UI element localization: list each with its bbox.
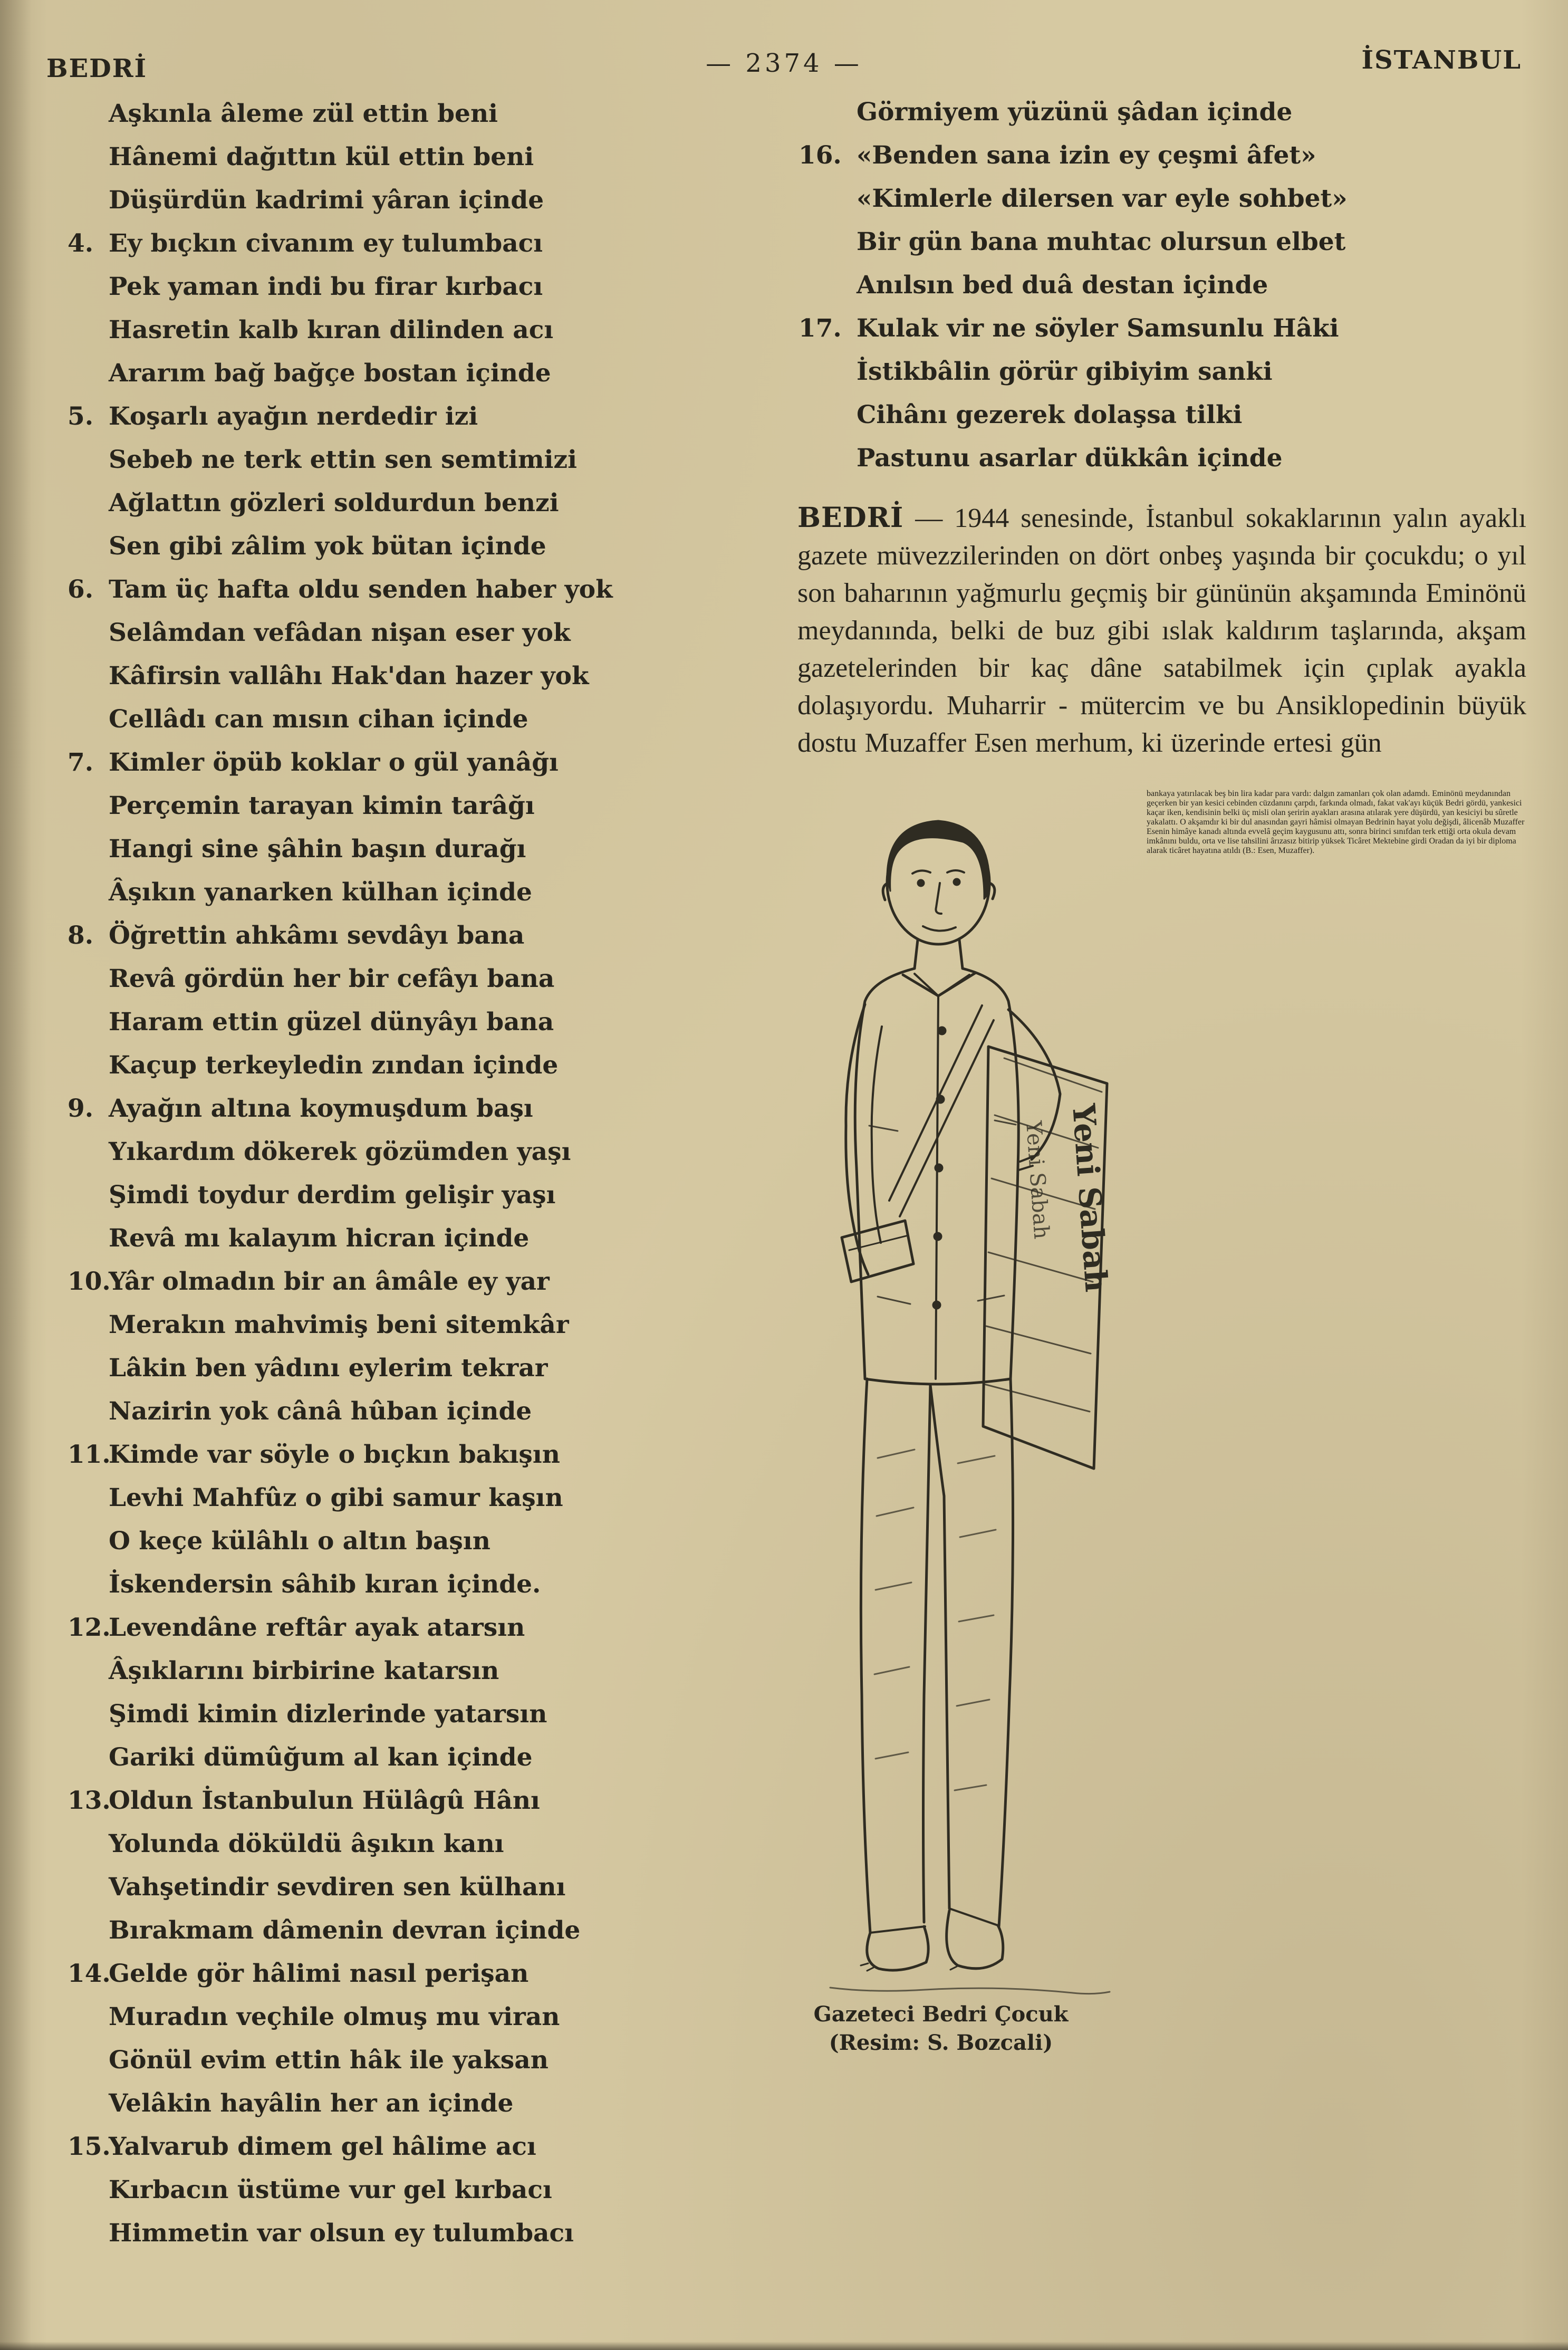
poem-line: Selâmdan vefâdan nişan eser yok <box>109 618 571 647</box>
poem-line: Tam üç hafta oldu senden haber yok <box>109 575 613 604</box>
stanza-number: 6. <box>68 575 94 604</box>
scan-edge-bottom <box>0 2342 1568 2350</box>
poem-line: Ey bıçkın civanım ey tulumbacı <box>109 229 543 258</box>
poem-line: Gariki dümûğum al kan içinde <box>109 1743 533 1772</box>
entry-paragraph <box>797 499 1526 762</box>
newsboy-figure <box>756 799 1126 2057</box>
stanza-number: 12. <box>68 1613 111 1642</box>
stanza-number: 14. <box>68 1959 111 1988</box>
poem-stanza <box>46 2125 758 2255</box>
poem-line: Muradın veçhile olmuş mu viran <box>109 2002 560 2031</box>
poem-line: Levhi Mahfûz o gibi samur kaşın <box>109 1483 563 1512</box>
poem-line: Revâ mı kalayım hicran içinde <box>109 1224 530 1253</box>
poem-line: Merakın mahvimiş beni sitemkâr <box>109 1310 569 1339</box>
poem-stanza <box>46 1260 758 1433</box>
header-volume-word: İSTANBUL <box>1361 45 1522 75</box>
caption-line-2: (Resim: S. Bozcali) <box>829 2030 1053 2055</box>
poem-stanza <box>46 222 758 395</box>
poem-stanza <box>46 914 758 1087</box>
poem-line: Yalvarub dimem gel hâlime acı <box>109 2132 536 2161</box>
poem-line: Şimdi kimin dizlerinde yatarsın <box>109 1700 547 1729</box>
poem-line: Âşıkın yanarken külhan içinde <box>109 878 532 907</box>
poem-stanza <box>46 741 758 914</box>
scan-shadow-left <box>0 0 37 2350</box>
page-header <box>46 45 1522 85</box>
stanza-number: 13. <box>68 1786 111 1815</box>
entry-body-before: — 1944 senesinde, İstanbul sokaklarının yalın ayaklı gazete müvezzilerinden on dört onbeş yaşında bir çocukdu; o yıl son baharının yağmurlu geçmiş bir gününün akşamında Eminönü meydanında, belki de buz gibi ıslak kaldırım taşlarında, akşam gazetelerinden bir kaç dâne satabilmek için çıplak ayakla dolaşıyordu. Muharrir - mütercim ve bu Ansiklopedinin büyük dostu Muzaffer Esen merhum, ki üzerinde ertesi gün <box>797 503 1526 758</box>
bag-strap <box>889 1005 994 1216</box>
poem-line: Aşkınla âleme zül ettin beni <box>109 99 498 128</box>
poem-line: Gelde gör hâlimi nasıl perişan <box>109 1959 529 1988</box>
poem-line: «Benden sana izin ey çeşmi âfet» <box>857 141 1316 170</box>
poem-line: Levendâne reftâr ayak atarsın <box>109 1613 525 1642</box>
poem-line: Hasretin kalb kıran dilinden acı <box>109 315 554 344</box>
poem-line: Görmiyem yüzünü şâdan içinde <box>857 98 1293 127</box>
poem-line: Perçemin tarayan kimin tarâğı <box>109 791 535 820</box>
stanza-number: 8. <box>68 921 94 950</box>
poem-line: Yolunda döküldü âşıkın kanı <box>109 1829 504 1858</box>
stanza-number: 16. <box>799 141 842 170</box>
stanza-number: 5. <box>68 402 94 431</box>
stanza-number: 7. <box>68 748 94 777</box>
poem-line: Bir gün bana muhtac olursun elbet <box>857 227 1346 256</box>
poem-line: Hangi sine şâhin başın durağı <box>109 835 526 864</box>
poem-line: Şimdi toydur derdim gelişir yaşı <box>109 1181 556 1210</box>
poem-line: Pastunu asarlar dükkân içinde <box>857 444 1283 473</box>
stanza-number: 9. <box>68 1094 94 1123</box>
poem-line: Vahşetindir sevdiren sen külhanı <box>109 1873 566 1902</box>
poem-stanza <box>46 1087 758 1260</box>
poem-line: Yıkardım dökerek gözümden yaşı <box>109 1137 571 1166</box>
poem-line: Ayağın altına koymuşdum başı <box>109 1094 533 1123</box>
poem-stanza <box>46 1779 758 1952</box>
poem-line: Öğrettin ahkâmı sevdâyı bana <box>109 921 525 950</box>
poem-line: «Kimlerle dilersen var eyle sohbet» <box>857 184 1348 213</box>
poem-line: Sen gibi zâlim yok bütan içinde <box>109 532 546 561</box>
poem-line: Kimler öpüb koklar o gül yanâğı <box>109 748 559 777</box>
poem-line: Velâkin hayâlin her an içinde <box>109 2089 514 2118</box>
stanza-number: 17. <box>799 314 842 343</box>
stanza-number: 10. <box>68 1267 111 1296</box>
poem-line: Kâfirsin vallâhı Hak'dan hazer yok <box>109 661 589 690</box>
poem-line: O keçe külâhlı o altın başın <box>109 1527 490 1556</box>
poem-line: Kaçup terkeyledin zından içinde <box>109 1051 559 1080</box>
poem-stanza <box>797 307 1526 480</box>
poem-line: Himmetin var olsun ey tulumbacı <box>109 2219 574 2248</box>
newspaper-bundle <box>983 1047 1114 1469</box>
poem-line: Lâkin ben yâdını eylerim tekrar <box>109 1354 548 1383</box>
poem-left-column <box>46 92 758 2255</box>
poem-line: Kulak vir ne söyler Samsunlu Hâki <box>857 314 1339 343</box>
poem-stanza <box>46 568 758 741</box>
entry-title: BEDRİ <box>797 502 904 534</box>
newspaper-title-text: Yeni Sabah <box>1065 1102 1114 1293</box>
poem-line: Nazirin yok cânâ hûban içinde <box>109 1397 532 1426</box>
poem-stanza <box>46 1433 758 1606</box>
poem-line: İstikbâlin görür gibiyim sanki <box>857 357 1273 386</box>
right-column <box>797 91 1526 2060</box>
poem-line: Revâ gördün her bir cefâyı bana <box>109 964 555 993</box>
poem-line: Oldun İstanbulun Hülâgû Hânı <box>109 1786 540 1815</box>
poem-stanza <box>797 91 1526 134</box>
newspaper-title-text-2: Yeni Sabah <box>1021 1120 1054 1240</box>
poem-line: Âşıklarını birbirine katarsın <box>109 1656 499 1685</box>
poem-right-column <box>797 91 1526 480</box>
ground-line <box>830 1988 1110 1994</box>
poem-line: Bırakmam dâmenin devran içinde <box>109 1916 581 1945</box>
poem-line: Ararım bağ bağçe bostan içinde <box>109 359 551 388</box>
poem-line: Haram ettin güzel dünyâyı bana <box>109 1008 554 1037</box>
poem-line: Anılsın bed duâ destan içinde <box>857 271 1268 300</box>
poem-line: Cellâdı can mısın cihan içinde <box>109 705 528 734</box>
stanza-number: 15. <box>68 2132 111 2161</box>
poem-line: Koşarlı ayağın nerdedir izi <box>109 402 478 431</box>
stanza-number: 11. <box>68 1440 111 1469</box>
caption-line-1: Gazeteci Bedri Çocuk <box>813 2002 1069 2027</box>
entry-body-after: bankaya yatırılacak beş bin lira kadar para vardı: dalgın zamanları çok olan adamdı. Eminönü meydanından geçerken bir yan kesici cebinden cüzdanını çarpdı, farkında olmadı, fakat vak'ayı küçük Bedri gördü, yankesici kaçar iken, kendisinin belki üç misli olan şeririn ayakları arasına atılarak yere düşürdü, yan kesiciyi bu sûretle yakalattı. O akşamdır ki bir dul anasından gayri hâmisi olmayan Bedrinin hayat yolu değişdi, âlicenâb Muzaffer Esenin himâye kanadı altında evvelâ geçim kaygusunu attı, sonra birinci sınıfdan terk ettiği orta okula devam imkânını buldu, orta ve lise tahsilini ârızasız bitirip yüksek Ticâret Mektebine girdi Oradan da iyi bir diploma alarak ticâret hayatına atıldı (B.: Esen, Muzaffer). <box>1147 789 1525 855</box>
poem-line: Pek yaman indi bu firar kırbacı <box>109 272 543 301</box>
header-entry-word: BEDRİ <box>46 54 148 83</box>
poem-line: Gönül evim ettin hâk ile yaksan <box>109 2046 549 2075</box>
page-number: — 2374 — <box>706 49 862 78</box>
poem-line: Kimde var söyle o bıçkın bakışın <box>109 1440 560 1469</box>
poem-stanza <box>797 134 1526 307</box>
illustration-caption <box>756 2000 1126 2057</box>
stanza-number: 4. <box>68 229 94 258</box>
poem-line: Sebeb ne terk ettin sen semtimizi <box>109 445 577 474</box>
poem-stanza <box>46 1952 758 2125</box>
poem-line: İskendersin sâhib kıran içinde. <box>109 1570 541 1599</box>
newsboy-illustration <box>756 799 1126 1996</box>
poem-line: Hânemi dağıttın kül ettin beni <box>109 142 534 171</box>
poem-line: Yâr olmadın bir an âmâle ey yar <box>109 1267 550 1296</box>
poem-line: Düşürdün kadrimi yâran içinde <box>109 186 544 215</box>
poem-stanza <box>46 92 758 222</box>
poem-line: Cihânı gezerek dolaşsa tilki <box>857 400 1243 429</box>
poem-line: Ağlattın gözleri soldurdun benzi <box>109 488 559 517</box>
poem-line: Kırbacın üstüme vur gel kırbacı <box>109 2175 552 2204</box>
poem-stanza <box>46 395 758 568</box>
poem-stanza <box>46 1606 758 1779</box>
